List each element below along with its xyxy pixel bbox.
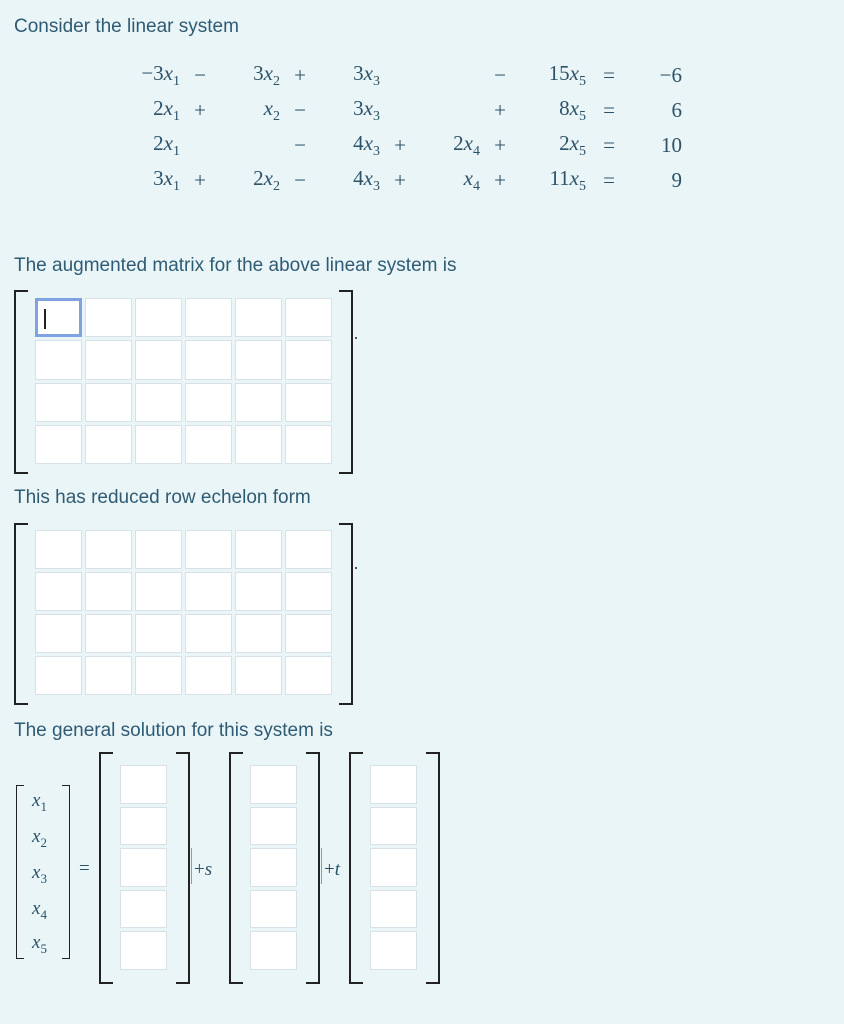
s-vector-cell-input[interactable] bbox=[250, 807, 297, 846]
augmented-matrix-cell-input[interactable] bbox=[85, 298, 132, 337]
rref-matrix-cell-input[interactable] bbox=[85, 614, 132, 653]
particular-vector-grid bbox=[120, 765, 167, 970]
particular-right-bracket bbox=[176, 752, 190, 984]
augmented-matrix-cell-input[interactable] bbox=[235, 383, 282, 422]
rref-matrix-period bbox=[355, 567, 357, 569]
equation-term bbox=[420, 93, 480, 128]
equation-term: $4x_3$ bbox=[353, 130, 380, 160]
t-vector-cell-input[interactable] bbox=[370, 765, 417, 804]
augmented-matrix-cell-input[interactable] bbox=[135, 340, 182, 379]
variable-label-x4: $x_4$ bbox=[32, 898, 47, 922]
s-vector-cell-input[interactable] bbox=[250, 765, 297, 804]
augmented-matrix-cell-input[interactable] bbox=[35, 425, 82, 464]
augmented-matrix-cell-input[interactable] bbox=[235, 425, 282, 464]
separator-line bbox=[321, 848, 322, 884]
rref-matrix-cell-input[interactable] bbox=[185, 530, 232, 569]
augmented-matrix-cell-input[interactable] bbox=[185, 425, 232, 464]
augmented-matrix-cell-input[interactable] bbox=[185, 340, 232, 379]
rref-left-bracket bbox=[14, 523, 28, 705]
rref-matrix-cell-input[interactable] bbox=[285, 530, 332, 569]
rref-matrix-cell-input[interactable] bbox=[135, 614, 182, 653]
rref-matrix-cell-input[interactable] bbox=[35, 656, 82, 695]
augmented-matrix-cell-input[interactable] bbox=[135, 383, 182, 422]
equation-operator: = bbox=[603, 98, 615, 122]
s-vector-grid bbox=[250, 765, 297, 970]
equation-term: $-3x_1$ bbox=[141, 60, 180, 90]
equation-operator: + bbox=[394, 168, 406, 192]
equation-term: $2x_1$ bbox=[153, 95, 180, 125]
rref-matrix-grid bbox=[35, 530, 332, 695]
equation-operator: − bbox=[294, 98, 306, 122]
equation-term: $3x_2$ bbox=[253, 60, 280, 90]
equation-rhs: −6 bbox=[659, 63, 682, 87]
rref-matrix-cell-input[interactable] bbox=[85, 572, 132, 611]
variable-vector-left-bracket bbox=[16, 785, 24, 959]
rref-matrix-cell-input[interactable] bbox=[235, 530, 282, 569]
augmented-matrix-cell-input[interactable] bbox=[85, 425, 132, 464]
particular-left-bracket bbox=[99, 752, 113, 984]
equation-row bbox=[118, 163, 682, 198]
rref-matrix-cell-input[interactable] bbox=[135, 572, 182, 611]
equation-term: $2x_4$ bbox=[453, 130, 480, 160]
augmented-matrix-cell-input[interactable] bbox=[285, 340, 332, 379]
rref-matrix-cell-input[interactable] bbox=[135, 656, 182, 695]
s-vector-cell-input[interactable] bbox=[250, 848, 297, 887]
equals-sign: = bbox=[79, 858, 90, 879]
rref-right-bracket bbox=[339, 523, 353, 705]
intro-text: Consider the linear system bbox=[14, 16, 239, 37]
equation-term: $11x_5$ bbox=[549, 165, 586, 195]
rref-matrix-cell-input[interactable] bbox=[35, 614, 82, 653]
s-vector-left-bracket bbox=[229, 752, 243, 984]
rref-matrix-cell-input[interactable] bbox=[235, 656, 282, 695]
equation-operator: + bbox=[194, 98, 206, 122]
t-vector-cell-input[interactable] bbox=[370, 807, 417, 846]
equation-term: $4x_3$ bbox=[353, 165, 380, 195]
particular-vector-cell-input[interactable] bbox=[120, 765, 167, 804]
equation-operator: + bbox=[494, 98, 506, 122]
equation-term: $2x_1$ bbox=[153, 130, 180, 160]
rref-matrix-cell-input[interactable] bbox=[285, 572, 332, 611]
augmented-right-bracket bbox=[339, 290, 353, 474]
particular-vector-cell-input[interactable] bbox=[120, 848, 167, 887]
equation-rhs: 9 bbox=[671, 168, 682, 192]
equation-operator: + bbox=[294, 63, 306, 87]
augmented-matrix-cell-input[interactable] bbox=[135, 298, 182, 337]
t-vector-grid bbox=[370, 765, 417, 970]
equation-operator: = bbox=[603, 168, 615, 192]
text-caret bbox=[44, 309, 46, 329]
equation-row bbox=[118, 58, 682, 93]
t-vector-cell-input[interactable] bbox=[370, 848, 417, 887]
s-vector-cell-input[interactable] bbox=[250, 931, 297, 970]
augmented-matrix-grid bbox=[35, 298, 332, 464]
variable-label-x5: $x_5$ bbox=[32, 932, 47, 956]
plus-t-label: +t bbox=[324, 859, 340, 880]
augmented-matrix-cell-input[interactable] bbox=[35, 298, 82, 337]
equation-term: $3x_3$ bbox=[353, 60, 380, 90]
equation-term: $3x_3$ bbox=[353, 95, 380, 125]
equation-operator: + bbox=[394, 133, 406, 157]
variable-label-x1: $x_1$ bbox=[32, 790, 47, 814]
rref-matrix-cell-input[interactable] bbox=[235, 614, 282, 653]
augmented-matrix-cell-input[interactable] bbox=[185, 298, 232, 337]
equation-term bbox=[220, 128, 280, 163]
equation-term: $2x_2$ bbox=[253, 165, 280, 195]
param-t: t bbox=[334, 859, 340, 880]
equation-term: $x_2$ bbox=[263, 95, 280, 125]
equation-operator bbox=[180, 128, 220, 163]
equation-operator bbox=[380, 58, 420, 93]
t-vector-right-bracket bbox=[426, 752, 440, 984]
equation-rhs: 10 bbox=[661, 133, 682, 157]
augmented-matrix-period bbox=[355, 337, 357, 339]
augmented-matrix-cell-input[interactable] bbox=[285, 298, 332, 337]
rref-matrix-cell-input[interactable] bbox=[85, 656, 132, 695]
equation-operator: = bbox=[603, 133, 615, 157]
equation-operator: + bbox=[494, 133, 506, 157]
equation-term: $3x_1$ bbox=[153, 165, 180, 195]
variable-vector-right-bracket bbox=[62, 785, 70, 959]
t-vector-left-bracket bbox=[349, 752, 363, 984]
augmented-matrix-cell-input[interactable] bbox=[235, 298, 282, 337]
augmented-matrix-cell-input[interactable] bbox=[85, 383, 132, 422]
equation-row bbox=[118, 128, 682, 163]
rref-matrix-cell-input[interactable] bbox=[185, 614, 232, 653]
equation-operator: = bbox=[603, 63, 615, 87]
equation-term: $2x_5$ bbox=[559, 130, 586, 160]
separator-line bbox=[191, 848, 192, 884]
equation-operator: − bbox=[294, 168, 306, 192]
equation-term: $15x_5$ bbox=[548, 60, 586, 90]
s-vector-cell-input[interactable] bbox=[250, 890, 297, 929]
rref-label: This has reduced row echelon form bbox=[14, 487, 311, 508]
rref-matrix-cell-input[interactable] bbox=[35, 530, 82, 569]
augmented-matrix-cell-input[interactable] bbox=[35, 383, 82, 422]
t-vector-cell-input[interactable] bbox=[370, 931, 417, 970]
equation-operator bbox=[380, 93, 420, 128]
equation-operator: − bbox=[194, 63, 206, 87]
rref-matrix-cell-input[interactable] bbox=[285, 614, 332, 653]
augmented-matrix-cell-input[interactable] bbox=[235, 340, 282, 379]
augmented-left-bracket bbox=[14, 290, 28, 474]
s-vector-right-bracket bbox=[306, 752, 320, 984]
equation-term: $x_4$ bbox=[463, 165, 480, 195]
t-vector-cell-input[interactable] bbox=[370, 890, 417, 929]
augmented-matrix-cell-input[interactable] bbox=[35, 340, 82, 379]
linear-system bbox=[118, 58, 682, 198]
equation-operator: + bbox=[494, 168, 506, 192]
param-s: s bbox=[204, 859, 213, 880]
general-solution-label: The general solution for this system is bbox=[14, 720, 333, 741]
augmented-matrix-cell-input[interactable] bbox=[285, 425, 332, 464]
equation-rhs: 6 bbox=[671, 98, 682, 122]
equation-term bbox=[420, 58, 480, 93]
rref-matrix-cell-input[interactable] bbox=[185, 656, 232, 695]
augmented-matrix-cell-input[interactable] bbox=[185, 383, 232, 422]
augmented-matrix-label: The augmented matrix for the above linear system is bbox=[14, 255, 457, 276]
augmented-matrix-cell-input[interactable] bbox=[285, 383, 332, 422]
augmented-matrix-cell-input[interactable] bbox=[135, 425, 182, 464]
rref-matrix-cell-input[interactable] bbox=[35, 572, 82, 611]
plus-s-label: +s bbox=[194, 859, 213, 880]
rref-matrix-cell-input[interactable] bbox=[235, 572, 282, 611]
rref-matrix-cell-input[interactable] bbox=[185, 572, 232, 611]
variable-label-x3: $x_3$ bbox=[32, 862, 47, 886]
variable-label-x2: $x_2$ bbox=[32, 826, 47, 850]
particular-vector-cell-input[interactable] bbox=[120, 890, 167, 929]
equation-operator: − bbox=[494, 63, 506, 87]
equation-term: $8x_5$ bbox=[559, 95, 586, 125]
particular-vector-cell-input[interactable] bbox=[120, 807, 167, 846]
rref-matrix-cell-input[interactable] bbox=[135, 530, 182, 569]
rref-matrix-cell-input[interactable] bbox=[285, 656, 332, 695]
equation-row bbox=[118, 93, 682, 128]
equation-operator: − bbox=[294, 133, 306, 157]
particular-vector-cell-input[interactable] bbox=[120, 931, 167, 970]
augmented-matrix-cell-input[interactable] bbox=[85, 340, 132, 379]
equation-operator: + bbox=[194, 168, 206, 192]
rref-matrix-cell-input[interactable] bbox=[85, 530, 132, 569]
